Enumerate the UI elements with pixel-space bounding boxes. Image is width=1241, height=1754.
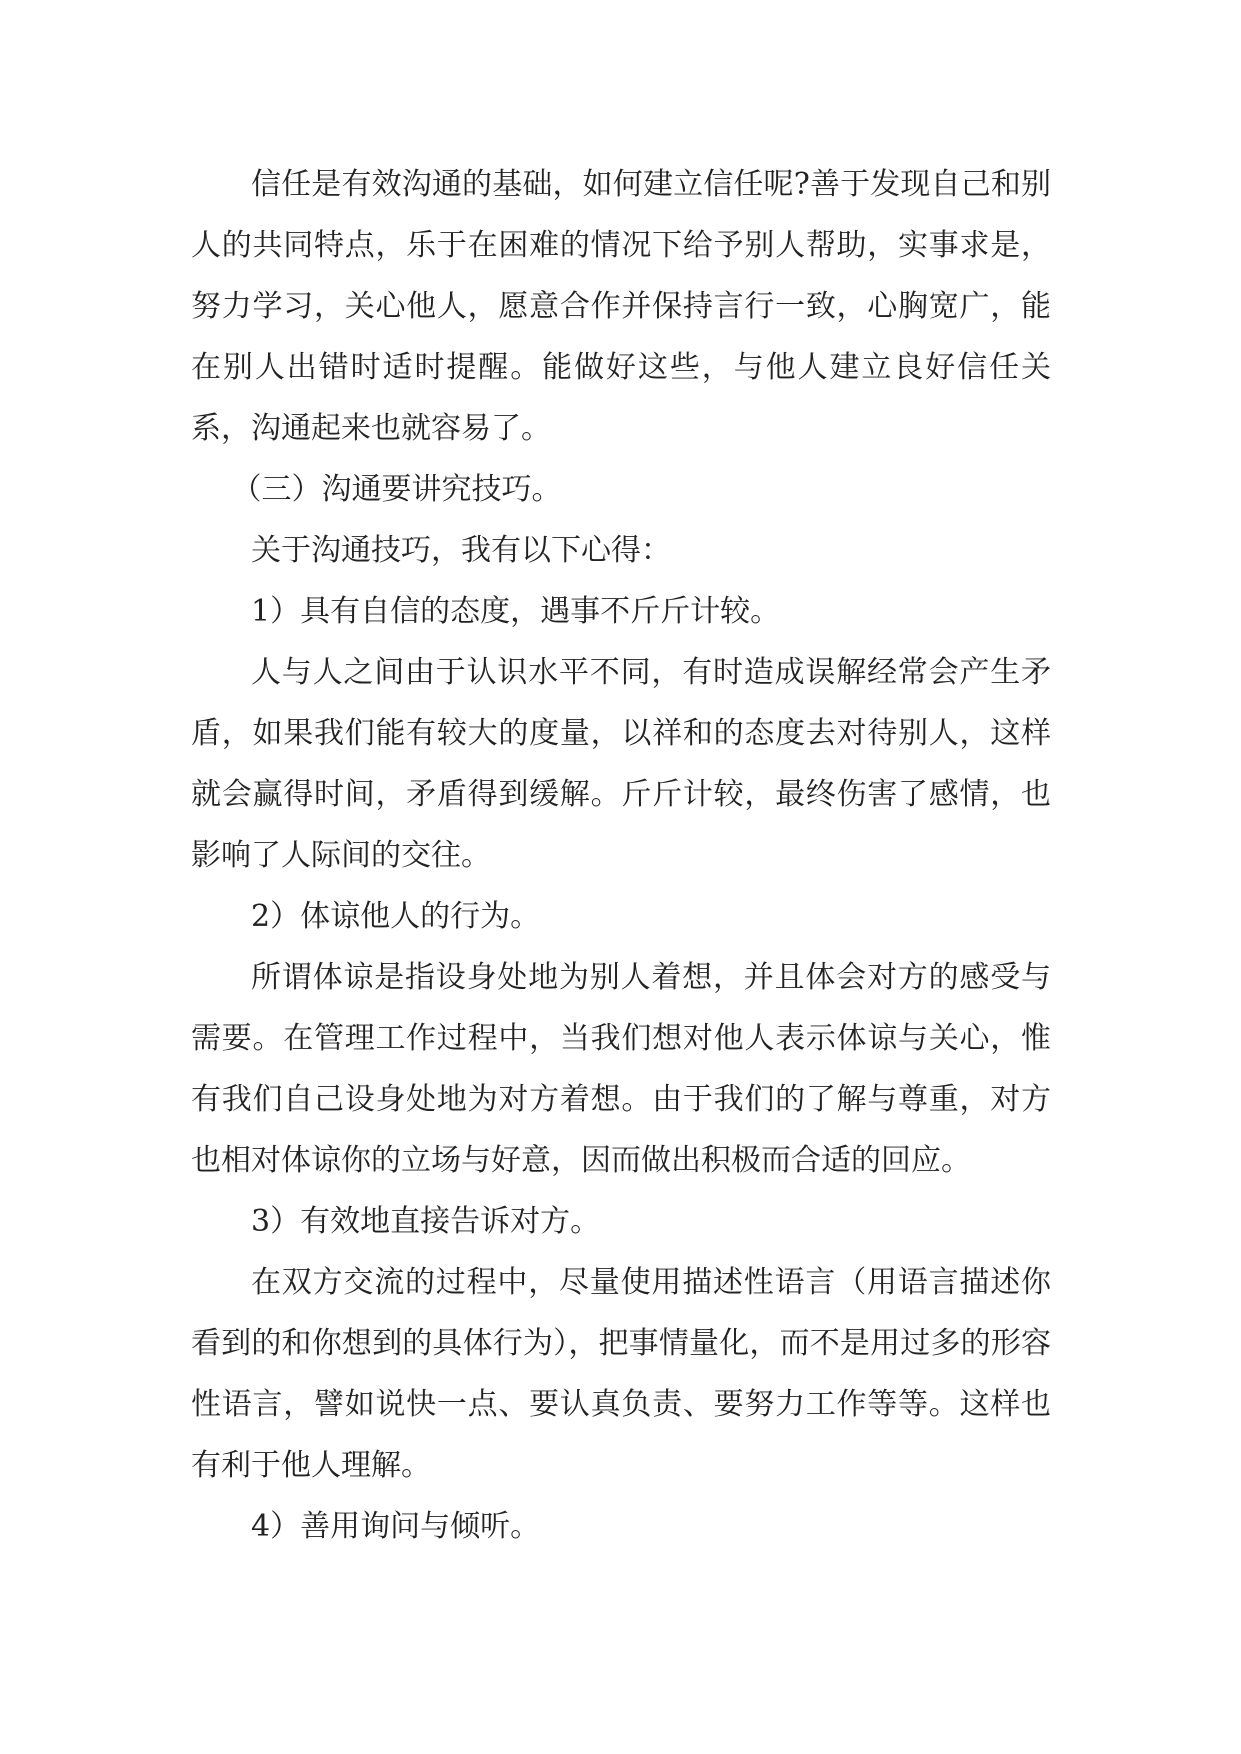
list-item-heading-1: 1）具有自信的态度，遇事不斤斤计较。 (251, 594, 781, 629)
list-item-heading-2: 2）体谅他人的行为。 (251, 899, 541, 934)
paragraph-direct: 在双方交流的过程中，尽量使用描述性语言（用语言描述你看到的和你想到的具体行为），把事情量化，而不是用过多的形容性语言，譬如说快一点、要认真负责、要努力工作等等。这样也有利于他人理解。 (191, 1265, 1051, 1483)
list-item-heading-3: 3）有效地直接告诉对方。 (251, 1204, 601, 1239)
section-heading-skills: （三）沟通要讲究技巧。 (231, 472, 562, 507)
paragraph-intro: 关于沟通技巧，我有以下心得： (251, 533, 671, 568)
paragraph-empathy: 所谓体谅是指设身处地为别人着想，并且体会对方的感受与需要。在管理工作过程中，当我们想对他人表示体谅与关心，惟有我们自己设身处地为对方着想。由于我们的了解与尊重，对方也相对体谅你的立场与好意，因而做出积极而合适的回应。 (191, 960, 1051, 1178)
paragraph-confidence: 人与人之间由于认识水平不同，有时造成误解经常会产生矛盾，如果我们能有较大的度量，以祥和的态度去对待别人，这样就会赢得时间，矛盾得到缓解。斤斤计较，最终伤害了感情，也影响了人际间的交往。 (191, 655, 1051, 873)
document-body (191, 154, 1051, 1557)
paragraph-trust: 信任是有效沟通的基础，如何建立信任呢?善于发现自己和别人的共同特点，乐于在困难的情况下给予别人帮助，实事求是，努力学习，关心他人，愿意合作并保持言行一致，心胸宽广，能在别人出错时适时提醒。能做好这些，与他人建立良好信任关系，沟通起来也就容易了。 (191, 167, 1051, 446)
list-item-heading-4: 4）善用询问与倾听。 (251, 1509, 541, 1544)
